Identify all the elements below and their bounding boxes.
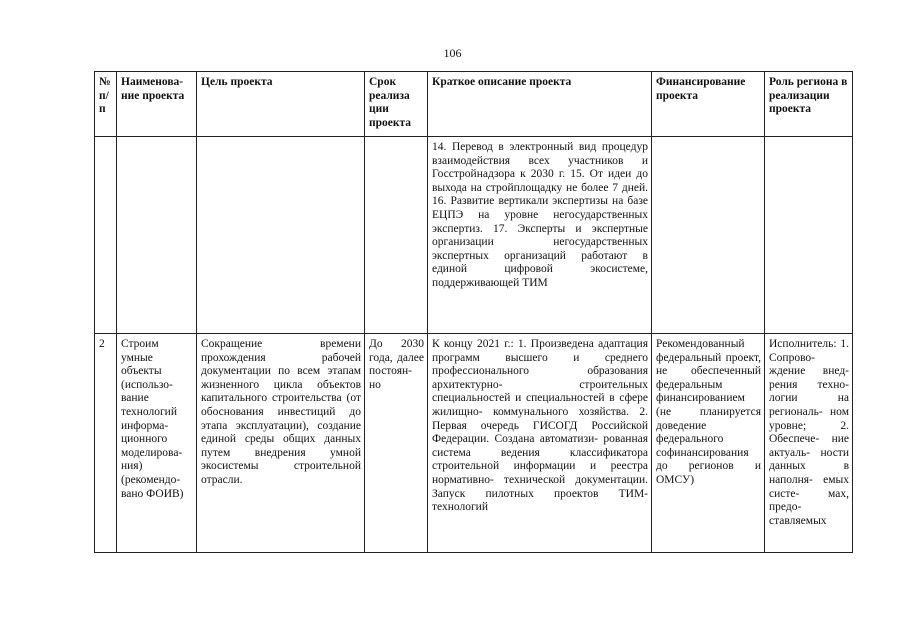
header-cell-name: Наименова- ние проекта: [117, 72, 197, 137]
table-row: [95, 334, 853, 553]
cell-name: Строим умные объекты (использо- вание технологий информа- ционного моделирова- ния) (рекомендо- вано ФОИВ): [117, 334, 197, 553]
cell-role: [765, 137, 853, 334]
cell-financing: Рекомендованный федеральный проект, не обеспеченный федеральным финансированием (не планируется доведение федерального софинансирования до регионов и ОМСУ): [652, 334, 765, 553]
cell-description: 14. Перевод в электронный вид процедур взаимодействия всех участников и Госстройнадзора к 2030 г. 15. От идеи до выхода на стройплощадку не более 7 дней. 16. Развитие вертикали экспертизы на базе ЕЦПЭ на уровне негосударственных экспертиз. 17. Эксперты и экспертные организации негосударственных экспертных организаций работают в единой цифровой экосистеме, поддерживающей ТИМ: [428, 137, 652, 334]
header-cell-number: № п/ п: [95, 72, 117, 137]
header-cell-goal: Цель проекта: [197, 72, 365, 137]
page-number: 106: [443, 46, 462, 60]
cell-name: [117, 137, 197, 334]
cell-role: Исполнитель: 1. Сопрово- ждение внед- рения техно- логии на региональ- ном уровне; 2. Обеспече- ние актуаль- ности данных в наполня- емых систе- мах, предо- ставляемых: [765, 334, 853, 553]
cell-number: [95, 137, 117, 334]
cell-term: [365, 137, 428, 334]
header-cell-financing: Финансирование проекта: [652, 72, 765, 137]
cell-description: К концу 2021 г.: 1. Произведена адаптация программ высшего и среднего профессионального образования архитектурно- строительных специальностей и специальностей в сфере жилищно- коммунального хозяйства. 2. Первая очередь ГИСОГД Российской Федерации. Создана автоматизи- рованная система ведения классификатора строительной информации и реестра нормативно- технической документации. Запуск пилотных проектов ТИМ-технологий: [428, 334, 652, 553]
cell-number: 2: [95, 334, 117, 553]
cell-term: До 2030 года, далее постоян- но: [365, 334, 428, 553]
header-cell-role: Роль региона в реализации проекта: [765, 72, 853, 137]
table-header-row: [95, 72, 853, 137]
projects-table: [94, 71, 853, 553]
table-row: [95, 137, 853, 334]
header-cell-description: Краткое описание проекта: [428, 72, 652, 137]
cell-goal: Сокращение времени прохождения рабочей документации по всем этапам жизненного цикла объектов капитального строительства (от обоснования инвестиций до этапа эксплуатации), создание единой среды общих данных путем внедрения умной экосистемы строительной отрасли.: [197, 334, 365, 553]
cell-financing: [652, 137, 765, 334]
cell-goal: [197, 137, 365, 334]
header-cell-term: Срок реализа ции проекта: [365, 72, 428, 137]
